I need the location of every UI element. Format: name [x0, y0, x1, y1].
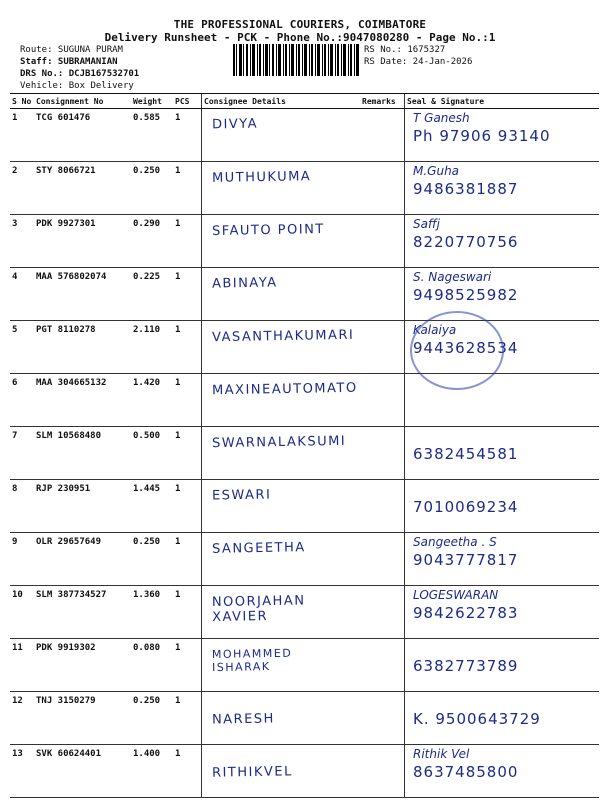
- signature-phone: K. 9500643729: [413, 710, 541, 728]
- cell-weight: 0.080: [131, 639, 173, 692]
- cell-weight: 0.585: [131, 109, 173, 162]
- cell-sno: 7: [10, 427, 34, 480]
- header-consignment: Consignment No: [34, 94, 131, 109]
- cell-consignment: SLM 387734527: [34, 586, 131, 639]
- signature-phone: 9842622783: [413, 604, 519, 622]
- rs-info: [364, 44, 472, 68]
- consignee-handwriting: SANGEETHA: [211, 540, 306, 557]
- cell-consignment: OLR 29657649: [34, 533, 131, 586]
- cell-weight: 1.360: [131, 586, 173, 639]
- signature-phone: 9043777817: [413, 551, 519, 569]
- cell-consignment: RJP 230951: [34, 480, 131, 533]
- cell-seal: [405, 745, 600, 798]
- table-header-row: [10, 94, 599, 109]
- cell-consignee: [202, 427, 361, 480]
- cell-consignment: SLM 10568480: [34, 427, 131, 480]
- cell-seal: [405, 480, 600, 533]
- rs-date: RS Date: 24-Jan-2026: [364, 57, 473, 67]
- cell-pcs: 1: [173, 586, 202, 639]
- cell-sno: 6: [10, 374, 34, 427]
- table-row: [10, 215, 599, 268]
- consignee-handwriting: MOHAMMED ISHARAK: [211, 646, 293, 675]
- signature-name: Kalaiya: [413, 323, 457, 337]
- cell-sno: 13: [10, 745, 34, 798]
- cell-remarks: [360, 215, 405, 268]
- cell-consignee: [202, 268, 361, 321]
- cell-weight: 1.400: [131, 745, 173, 798]
- consignee-handwriting: SFAUTO POINT: [211, 222, 325, 239]
- cell-seal: [405, 162, 600, 215]
- table-row: [10, 586, 599, 639]
- cell-consignment: MAA 304665132: [34, 374, 131, 427]
- staff-text: Staff: SUBRAMANIAN: [20, 57, 118, 67]
- runsheet-table-wrap: [10, 93, 585, 791]
- signature-name: Saffj: [413, 217, 440, 231]
- cell-consignment: PDK 9927301: [34, 215, 131, 268]
- signature-phone: 6382773789: [413, 657, 519, 675]
- cell-consignee: [202, 639, 361, 692]
- cell-pcs: 1: [173, 533, 202, 586]
- cell-remarks: [360, 745, 405, 798]
- cell-consignee: [202, 321, 361, 374]
- consignee-handwriting: NOORJAHAN XAVIER: [211, 593, 306, 626]
- consignee-handwriting: ESWARI: [211, 487, 272, 504]
- cell-consignee: [202, 533, 361, 586]
- cell-weight: 0.500: [131, 427, 173, 480]
- cell-weight: 1.420: [131, 374, 173, 427]
- route-info: [20, 44, 139, 92]
- consignee-handwriting: MUTHUKUMA: [211, 169, 312, 186]
- cell-consignee: [202, 745, 361, 798]
- cell-remarks: [360, 374, 405, 427]
- cell-consignee: [202, 692, 361, 745]
- route-text: Route: SUGUNA PURAM: [20, 45, 123, 55]
- table-row: [10, 533, 599, 586]
- cell-consignee: [202, 215, 361, 268]
- cell-consignment: MAA 576802074: [34, 268, 131, 321]
- consignee-handwriting: VASANTHAKUMARI: [211, 327, 355, 346]
- signature-phone: 9443628534: [413, 339, 519, 357]
- cell-consignee: [202, 109, 361, 162]
- table-row: [10, 427, 599, 480]
- signature-name: LOGESWARAN: [413, 588, 499, 602]
- cell-seal: [405, 639, 600, 692]
- header-remarks: Remarks: [360, 94, 405, 109]
- cell-sno: 3: [10, 215, 34, 268]
- cell-sno: 2: [10, 162, 34, 215]
- cell-remarks: [360, 162, 405, 215]
- cell-seal: [405, 215, 600, 268]
- cell-consignment: TNJ 3150279: [34, 692, 131, 745]
- cell-remarks: [360, 586, 405, 639]
- signature-name: Rithik Vel: [413, 747, 470, 761]
- consignee-handwriting: NARESH: [211, 711, 276, 728]
- cell-consignee: [202, 374, 361, 427]
- cell-consignee: [202, 586, 361, 639]
- cell-consignment: PGT 8110278: [34, 321, 131, 374]
- cell-sno: 12: [10, 692, 34, 745]
- cell-seal: [405, 268, 600, 321]
- cell-pcs: 1: [173, 427, 202, 480]
- cell-pcs: 1: [173, 745, 202, 798]
- cell-sno: 1: [10, 109, 34, 162]
- cell-weight: 0.250: [131, 162, 173, 215]
- header-sno: S No: [10, 94, 34, 109]
- cell-sno: 5: [10, 321, 34, 374]
- cell-sno: 10: [10, 586, 34, 639]
- cell-seal: [405, 586, 600, 639]
- vehicle-text: Vehicle: Box Delivery: [20, 81, 134, 91]
- cell-consignment: SVK 60624401: [34, 745, 131, 798]
- cell-consignee: [202, 480, 361, 533]
- consignee-handwriting: SWARNALAKSUMI: [211, 433, 347, 452]
- cell-pcs: 1: [173, 162, 202, 215]
- runsheet-title: Delivery Runsheet - PCK - Phone No.:9047080280 - Page No.:1: [104, 31, 496, 44]
- table-row: [10, 374, 599, 427]
- runsheet-table: [10, 93, 599, 798]
- table-row: [10, 745, 599, 798]
- table-row: [10, 109, 599, 162]
- cell-consignment: TCG 601476: [34, 109, 131, 162]
- cell-seal: [405, 692, 600, 745]
- cell-pcs: 1: [173, 215, 202, 268]
- cell-remarks: [360, 480, 405, 533]
- cell-consignee: [202, 162, 361, 215]
- cell-weight: 0.225: [131, 268, 173, 321]
- consignee-handwriting: RITHIKVEL: [211, 764, 293, 781]
- table-row: [10, 480, 599, 533]
- signature-name: M.Guha: [413, 164, 460, 178]
- drs-number: DRS No.: DCJB167532701: [20, 69, 140, 79]
- signature-phone: 6382454581: [413, 445, 519, 463]
- signature-phone: 9486381887: [413, 180, 519, 198]
- signature-name: T Ganesh: [413, 111, 470, 125]
- cell-remarks: [360, 533, 405, 586]
- cell-weight: 0.250: [131, 692, 173, 745]
- cell-remarks: [360, 639, 405, 692]
- cell-pcs: 1: [173, 692, 202, 745]
- signature-phone: 7010069234: [413, 498, 519, 516]
- cell-weight: 0.290: [131, 215, 173, 268]
- cell-seal: [405, 427, 600, 480]
- cell-remarks: [360, 427, 405, 480]
- cell-pcs: 1: [173, 480, 202, 533]
- cell-weight: 0.250: [131, 533, 173, 586]
- cell-consignment: STY 8066721: [34, 162, 131, 215]
- cell-remarks: [360, 321, 405, 374]
- consignee-handwriting: MAXINEAUTOMATO: [211, 380, 358, 399]
- cell-pcs: 1: [173, 374, 202, 427]
- header-consignee: Consignee Details: [202, 94, 361, 109]
- header-weight: Weight: [131, 94, 173, 109]
- signature-phone: Ph 97906 93140: [413, 127, 551, 145]
- cell-sno: 4: [10, 268, 34, 321]
- cell-seal: [405, 533, 600, 586]
- rs-number: RS No.: 1675327: [364, 45, 446, 55]
- table-row: [10, 268, 599, 321]
- header-seal: Seal & Signature: [405, 94, 600, 109]
- cell-pcs: 1: [173, 639, 202, 692]
- cell-weight: 1.445: [131, 480, 173, 533]
- signature-phone: 8637485800: [413, 763, 519, 781]
- cell-pcs: 1: [173, 109, 202, 162]
- cell-sno: 8: [10, 480, 34, 533]
- cell-pcs: 1: [173, 321, 202, 374]
- consignee-handwriting: ABINAYA: [211, 275, 278, 292]
- cell-sno: 11: [10, 639, 34, 692]
- cell-remarks: [360, 692, 405, 745]
- table-row: [10, 639, 599, 692]
- signature-name: S. Nageswari: [413, 270, 492, 284]
- ink-stamp: [410, 311, 504, 390]
- table-row: [10, 321, 599, 374]
- header-pcs: PCS: [173, 94, 202, 109]
- cell-remarks: [360, 268, 405, 321]
- consignee-handwriting: DIVYA: [211, 116, 259, 133]
- cell-pcs: 1: [173, 268, 202, 321]
- signature-phone: 9498525982: [413, 286, 519, 304]
- cell-remarks: [360, 109, 405, 162]
- cell-seal: [405, 109, 600, 162]
- signature-phone: 8220770756: [413, 233, 519, 251]
- table-row: [10, 162, 599, 215]
- signature-name: Sangeetha . S: [413, 535, 497, 549]
- barcode-image: [233, 44, 359, 76]
- cell-consignment: PDK 9919302: [34, 639, 131, 692]
- cell-weight: 2.110: [131, 321, 173, 374]
- cell-sno: 9: [10, 533, 34, 586]
- table-row: [10, 692, 599, 745]
- company-name: THE PROFESSIONAL COURIERS, COIMBATORE: [173, 18, 427, 31]
